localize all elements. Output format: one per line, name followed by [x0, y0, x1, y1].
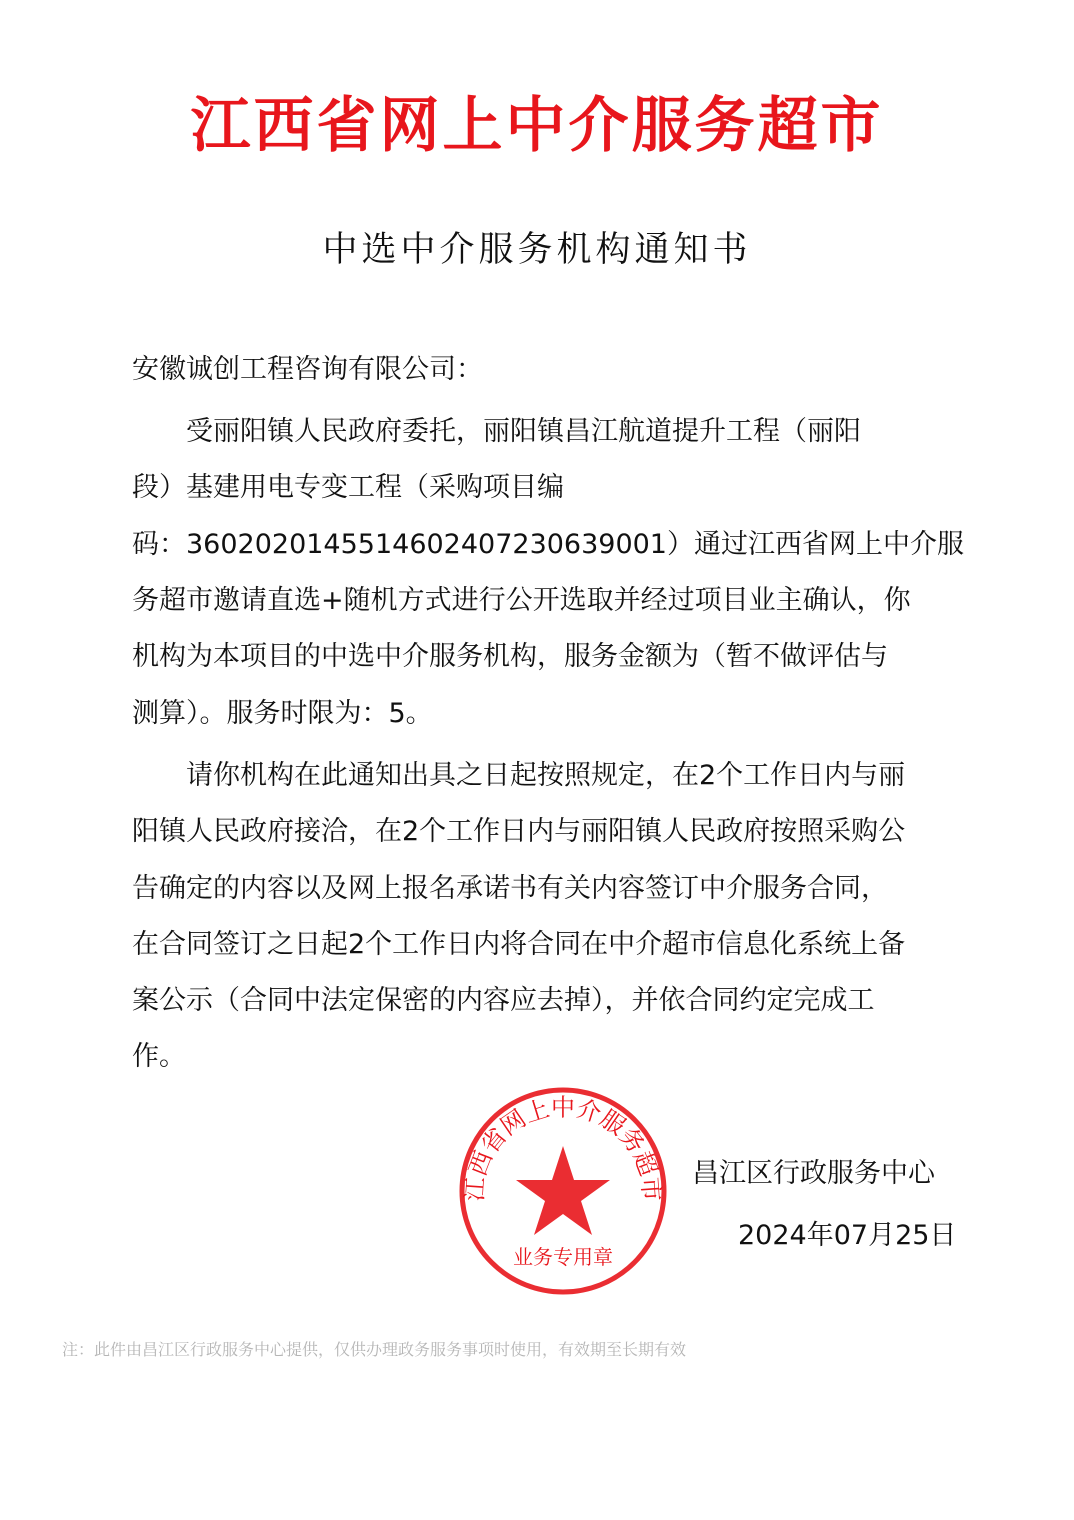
paragraph-line: 阳镇人民政府接洽，在2个工作日内与丽阳镇人民政府按照采购公 [132, 816, 906, 847]
paragraph-line: 受丽阳镇人民政府委托，丽阳镇昌江航道提升工程（丽阳 [132, 416, 861, 447]
paragraph-line: 码：3602020145514602407230639001）通过江西省网上中介服 [132, 529, 964, 560]
star-icon [516, 1146, 610, 1235]
paragraph-line: 测算）。服务时限为：5。 [132, 698, 433, 729]
footer-note: 注：此件由昌江区行政服务中心提供，仅供办理政务服务事项时使用，有效期至长期有效 [62, 1340, 687, 1359]
official-seal [456, 1084, 670, 1298]
paragraph-line: 段）基建用电专变工程（采购项目编 [132, 472, 564, 503]
paragraph-line: 作。 [132, 1041, 186, 1072]
seal-bottom-text: 业务专用章 [513, 1245, 613, 1269]
paragraph-line: 告确定的内容以及网上报名承诺书有关内容签订中介服务合同， [132, 873, 888, 904]
paragraph-line: 请你机构在此通知出具之日起按照规定，在2个工作日内与丽 [132, 760, 906, 791]
issue-date: 2024年07月25日 [738, 1220, 957, 1251]
document-header-title: 江西省网上中介服务超市 [190, 91, 884, 161]
paragraph-line: 案公示（合同中法定保密的内容应去掉），并依合同约定完成工 [132, 985, 875, 1016]
document-subtitle: 中选中介服务机构通知书 [322, 230, 752, 270]
seal-ring-text: 江西省网上中介服务超市 [460, 1093, 666, 1203]
issuer-name: 昌江区行政服务中心 [692, 1158, 935, 1189]
addressee: 安徽诚创工程咨询有限公司： [132, 354, 483, 385]
paragraph-line: 在合同签订之日起2个工作日内将合同在中介超市信息化系统上备 [132, 929, 906, 960]
paragraph-line: 务超市邀请直选+随机方式进行公开选取并经过项目业主确认，你 [132, 585, 911, 616]
paragraph-line: 机构为本项目的中选中介服务机构，服务金额为（暂不做评估与 [132, 641, 888, 672]
